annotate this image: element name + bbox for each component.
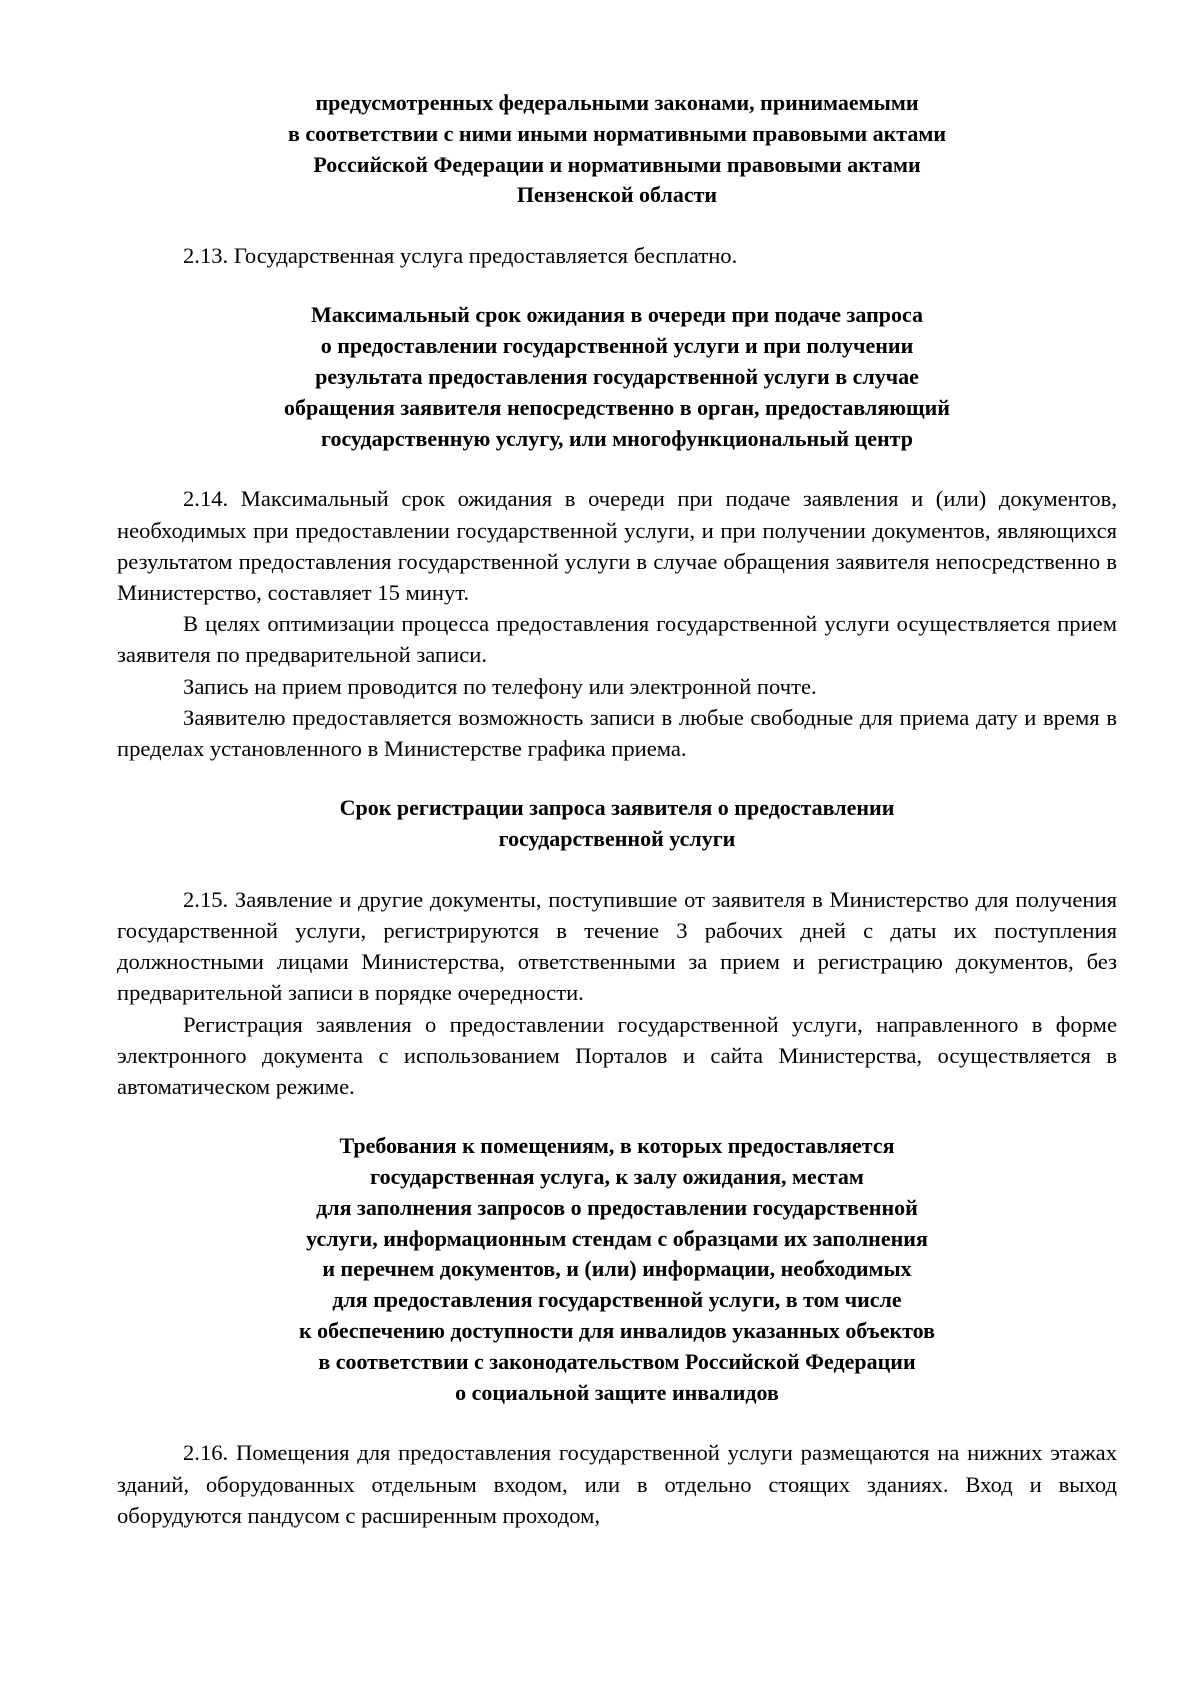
heading-line: о предоставлении государственной услуги и при получении	[320, 333, 914, 359]
section-heading-wait-time	[117, 300, 1117, 454]
heading-line: в соответствии с законодательством Российской Федерации	[318, 1348, 916, 1374]
heading-line: к обеспечению доступности для инвалидов указанных объектов	[299, 1318, 935, 1343]
heading-line: Требования к помещениям, в которых предоставляется	[339, 1133, 895, 1159]
heading-line: для предоставления государственной услуги, в том числе	[332, 1287, 902, 1313]
heading-line: услуги, информационным стендам с образцами их заполнения	[306, 1225, 928, 1251]
heading-line: государственная услуга, к залу ожидания, местам	[370, 1164, 864, 1190]
paragraph-2-14-appointment: Запись на прием проводится по телефону или электронной почте.	[183, 673, 817, 699]
heading-line: государственной услуги	[498, 826, 736, 851]
heading-line: для заполнения запросов о предоставлении государственной	[316, 1194, 918, 1220]
heading-line: в соответствии с ними иными нормативными правовыми актами	[287, 120, 947, 146]
heading-line: государственную услугу, или многофункциональный центр	[321, 425, 913, 451]
paragraph-2-14-schedule: Заявителю предоставляется возможность записи в любые свободные для приема дату и время в пределах установленного в Министерстве графика приема.	[117, 704, 1117, 761]
document-page	[117, 88, 1117, 1531]
section-heading-fees	[117, 88, 1117, 211]
heading-line: предусмотренных федеральными законами, принимаемыми	[315, 90, 919, 115]
paragraph-2-13: 2.13. Государственная услуга предоставляется бесплатно.	[183, 243, 738, 269]
heading-line: результата предоставления государственной услуги в случае	[315, 363, 919, 389]
heading-line: обращения заявителя непосредственно в орган, предоставляющий	[284, 394, 950, 420]
section-heading-registration	[117, 793, 1117, 855]
heading-line: о социальной защите инвалидов	[455, 1379, 779, 1405]
section-heading-premises	[117, 1131, 1117, 1408]
paragraph-2-15-electronic: Регистрация заявления о предоставлении государственной услуги, направленного в форме электронного документа с использованием Порталов и сайта Министерства, осуществляется в автоматическом режиме.	[117, 1011, 1117, 1100]
paragraph-2-15: 2.15. Заявление и другие документы, поступившие от заявителя в Министерство для получения государственной услуги, регистрируются в течение 3 рабочих дней с даты их поступления должностными лицами Министерства, ответственными за прием и регистрацию документов, без предварительной записи в порядке очередности.	[117, 886, 1117, 1006]
paragraph-2-16: 2.16. Помещения для предоставления государственной услуги размещаются на нижних этажах зданий, оборудованных отдельным входом, или в отдельно стоящих зданиях. Вход и выход оборудуются пандусом с расширенным проходом,	[117, 1440, 1117, 1528]
paragraph-2-14-optimization: В целях оптимизации процесса предоставления государственной услуги осуществляется прием заявителя по предварительной записи.	[117, 611, 1117, 668]
heading-line: Российской Федерации и нормативными правовыми актами	[313, 151, 921, 177]
heading-line: Срок регистрации запроса заявителя о предоставлении	[339, 795, 895, 821]
heading-line: Максимальный срок ожидания в очереди при подаче запроса	[310, 302, 924, 328]
paragraph-2-14: 2.14. Максимальный срок ожидания в очереди при подаче заявления и (или) документов, необходимых при предоставлении государственной услуги, и при получении документов, являющихся результатом предоставления государственной услуги в случае обращения заявителя непосредственно в Министерство, составляет 15 минут.	[117, 486, 1117, 605]
heading-line: Пензенской области	[516, 182, 718, 208]
heading-line: и перечнем документов, и (или) информации, необходимых	[322, 1256, 912, 1282]
